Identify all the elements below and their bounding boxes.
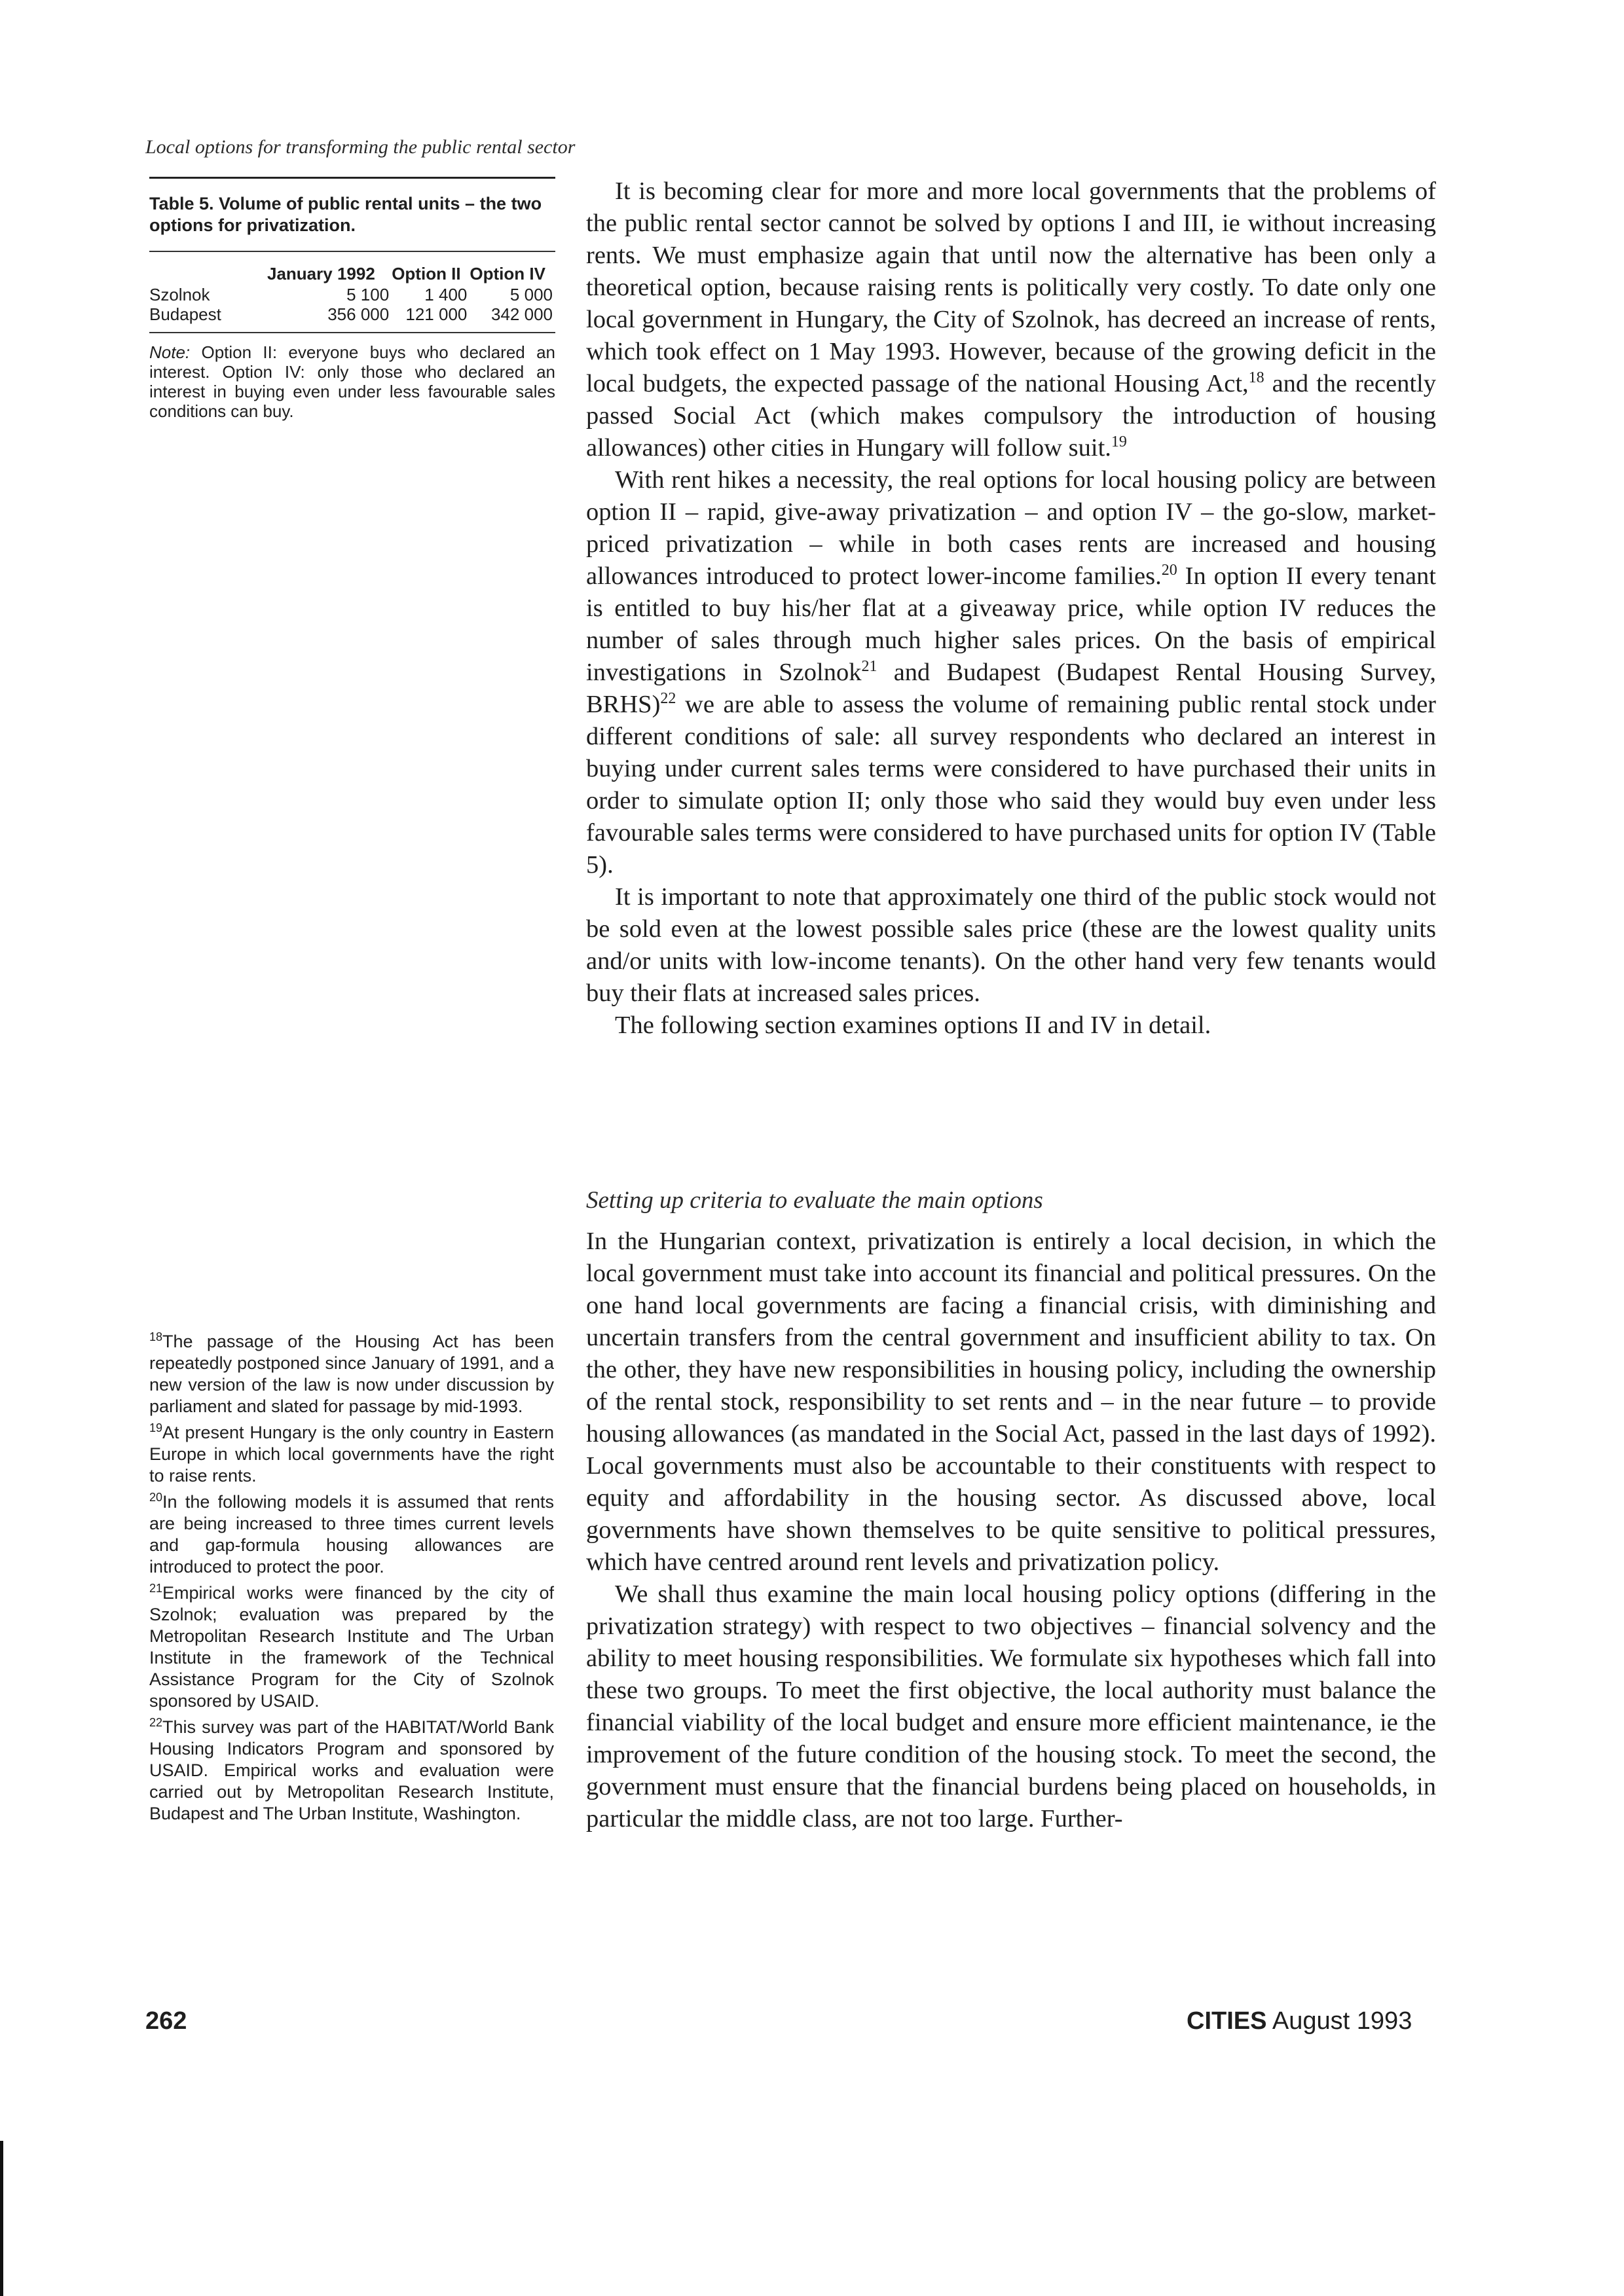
row-label: Szolnok (149, 285, 210, 304)
page-number: 262 (145, 2007, 187, 2035)
column-header: January 1992 (267, 264, 375, 283)
table-corner-cell (149, 264, 248, 285)
footnote-text: At present Hungary is the only country in Eastern Europe in which local governments have the right to raise rents. (149, 1423, 554, 1485)
footnote-number: 22 (149, 1716, 163, 1729)
footnote-20 (149, 1487, 554, 1578)
table-bottom-rule (149, 332, 555, 333)
row-label: Budapest (149, 304, 221, 324)
table-header-rule (149, 251, 555, 252)
table-header-row (149, 264, 555, 285)
table-row (149, 285, 555, 304)
footnote-text: Empirical works were financed by the city of Szolnok; evaluation was prepared by the Metropolitan Research Institute and The Urban Institute in the framework of the Technical Assistance Program for the City of Szolnok sponsored by USAID. (149, 1583, 554, 1711)
footnote-21 (149, 1578, 554, 1712)
table-5 (149, 177, 555, 421)
body-text-lower (586, 1226, 1436, 1835)
footnote-number: 19 (149, 1421, 163, 1434)
paragraph: With rent hikes a necessity, the real options for local housing policy are between option II – rapid, give-away privatization – and option IV – the go-slow, market-priced privatization – while in both cases rents are increased and housing allowances introduced to protect lower-income families.$^{20}$ In option II every tenant is entitled to buy his/her flat at a giveaway price, while option IV reduces the number of sales through much higher sales prices. On the basis of empirical investigations in Szolnok$^{21}$ and Budapest (Budapest Rental Housing Survey, BRHS)$^{22}$ we are able to assess the volume of remaining public rental stock under different conditions of sale: all survey respondents who declared an interest in buying under current sales terms were considered to have purchased their units in order to simulate option II; only those who said they would buy even under less favourable sales terms were considered to have purchased units for option IV (Table 5). (586, 466, 1436, 879)
table-cell: 1 400 (424, 285, 468, 304)
column-header: Option II (392, 264, 461, 283)
table-note-lead: Note: (149, 342, 191, 362)
paragraph: We shall thus examine the main local housing policy options (differing in the privatization strategy) with respect to two objectives – financial solvency and the ability to meet housing responsibilities. We formulate six hypotheses which fall into these two groups. To meet the first objective, the local authority must balance the financial viability of the local budget and ensure more efficient maintenance, ie the improvement of the future condition of the housing stock. To meet the second, the government must ensure that the financial burdens being placed on households, in particular the middle class, are not too large. Further- (586, 1580, 1436, 1832)
journal-issue: August 1993 (1266, 2007, 1412, 2035)
table-note (149, 342, 555, 421)
footnote-text: This survey was part of the HABITAT/World Bank Housing Indicators Program and sponsored by USAID. Empirical works and evaluation were carried out by Metropolitan Research Institute, Budapest and The Urban Institute, Washington. (149, 1717, 554, 1823)
footnotes (149, 1326, 554, 1825)
footnote-number: 20 (149, 1491, 163, 1504)
table-body (149, 264, 555, 324)
paragraph: It is becoming clear for more and more local governments that the problems of the public rental sector cannot be solved by options I and III, ie without increasing rents. We must emphasize again that until now the alternative has been only a theoretical option, because raising rents is politically very costly. To date only one local government in Hungary, the City of Szolnok, has decreed an increase of rents, which took effect on 1 May 1993. However, because of the growing deficit in the local budgets, the expected passage of the national Housing Act,$^{18}$ and the recently passed Social Act (which makes compulsory the introduction of housing allowances) other cities in Hungary will follow suit.$^{19}$ (586, 177, 1437, 462)
table-caption: Table 5. Volume of public rental units – the two options for privatization. (149, 194, 542, 235)
footnote-ref: 19 (1111, 433, 1127, 451)
table-cell: 121 000 (405, 304, 468, 324)
running-head: Local options for transforming the public rental sector (145, 136, 576, 158)
scan-edge-mark (0, 2141, 3, 2296)
table-cell: 5 100 (346, 285, 390, 304)
journal-name: CITIES (1187, 2007, 1267, 2035)
section-heading: Setting up criteria to evaluate the main options (586, 1187, 1043, 1214)
footnote-22 (149, 1712, 554, 1825)
table-top-rule (149, 177, 555, 179)
table-note-text: Option II: everyone buys who declared an interest. Option IV: only those who declared an interest in buying even under less favourable sales conditions can buy. (149, 342, 555, 421)
paragraph: In the Hungarian context, privatization is entirely a local decision, in which the local government must take into account its financial and political pressures. On the one hand local governments are facing a financial crisis, with diminishing and uncertain transfers from the central government and insufficient ability to tax. On the other, they have new responsibilities in housing policy, including the ownership of the rental stock, responsibility to set rents and – in the near future – to provide housing allowances (as mandated in the Social Act, passed in the last days of 1992). Local governments must also be accountable to their constituents with respect to equity and affordability in the housing sector. As discussed above, local governments have shown themselves to be quite sensitive to political pressures, which have centred around rent levels and privatization policy. (586, 1228, 1436, 1576)
body-text-upper (586, 175, 1436, 1042)
table-cell: 356 000 (327, 304, 390, 324)
footnote-number: 18 (149, 1330, 163, 1343)
table-cell: 5 000 (509, 285, 553, 304)
paragraph: It is important to note that approximately one third of the public stock would not be sold even at the lowest possible sales price (these are the lowest quality units and/or units with low-income tenants). On the other hand very few tenants would buy their flats at increased sales prices. (586, 883, 1436, 1007)
footnote-ref: 18 (1248, 369, 1264, 387)
footnote-text: In the following models it is assumed that rents are being increased to three times current levels and gap-formula housing allowances are introduced to protect the poor. (149, 1492, 554, 1576)
footnote-ref: 22 (660, 690, 676, 708)
column-header: Option IV (470, 264, 545, 283)
footnote-19 (149, 1417, 554, 1487)
footnote-number: 21 (149, 1582, 163, 1595)
footnote-ref: 21 (861, 658, 877, 676)
paragraph: The following section examines options II and IV in detail. (615, 1011, 1211, 1039)
footnote-text: The passage of the Housing Act has been repeatedly postponed since January of 1991, and a new version of the law is now under discussion by parliament and slated for passage by mid-1993. (149, 1332, 554, 1416)
table-row (149, 304, 555, 324)
footnote-ref: 20 (1161, 562, 1177, 579)
footnote-18 (149, 1326, 554, 1417)
table-cell: 342 000 (491, 304, 553, 324)
journal-footer (1187, 2007, 1412, 2035)
